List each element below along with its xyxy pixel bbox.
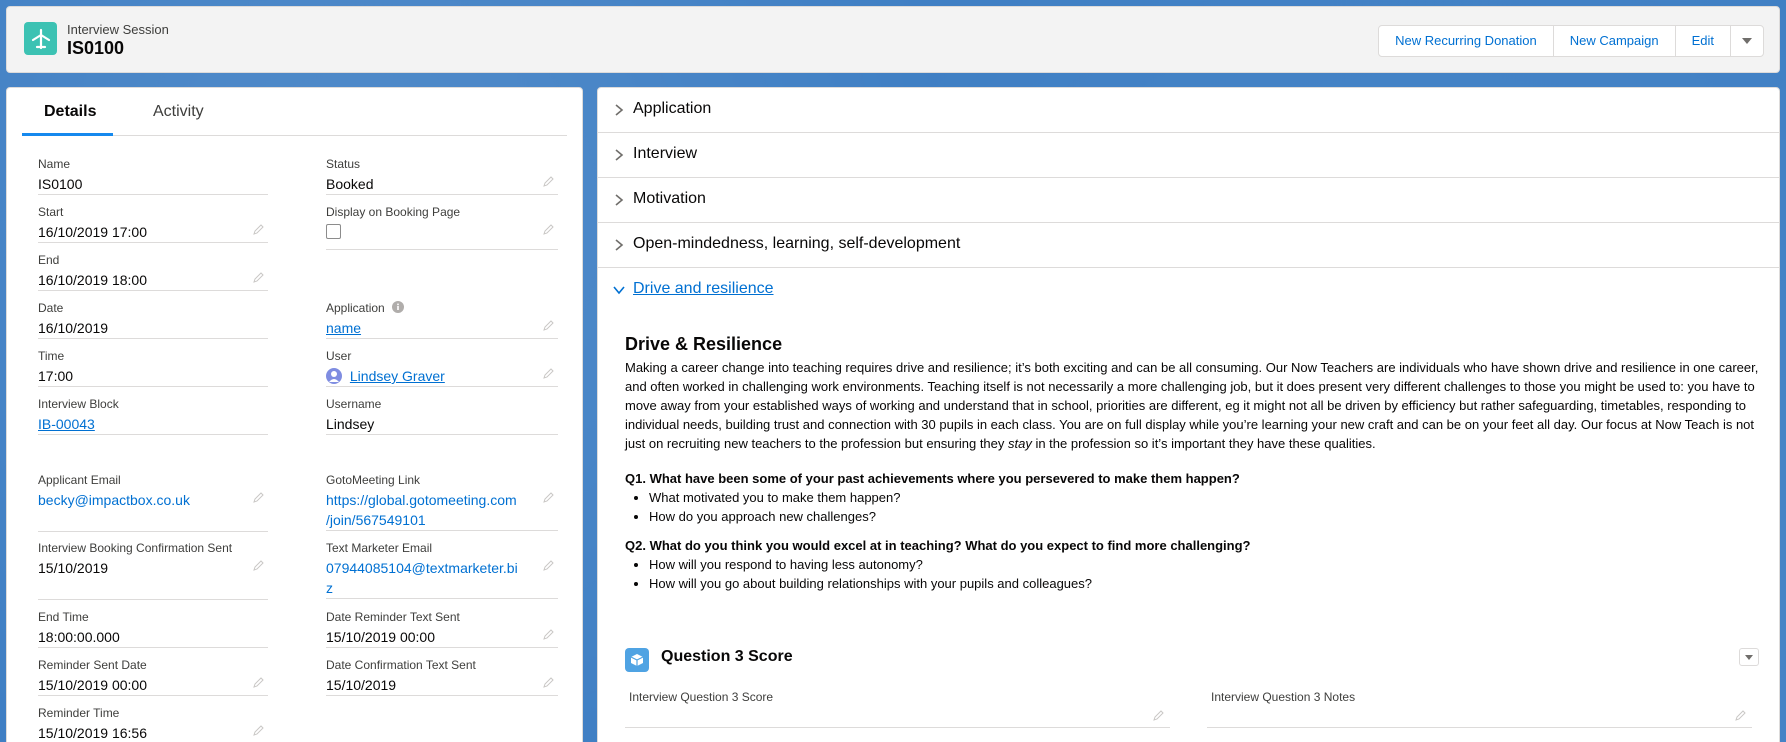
new-recurring-donation-button[interactable]: New Recurring Donation bbox=[1379, 26, 1554, 56]
more-actions-button[interactable] bbox=[1731, 26, 1763, 56]
field-date-reminder-text-sent: Date Reminder Text Sent 15/10/2019 00:00 bbox=[326, 609, 558, 648]
record-header bbox=[6, 6, 1780, 73]
field-booking-confirmation: Interview Booking Confirmation Sent 15/10/2019 bbox=[38, 540, 268, 600]
gotomeeting-link[interactable]: https://global.gotomeeting.com /join/567549101 bbox=[326, 490, 558, 531]
field-interview-block: Interview Block IB-00043 bbox=[38, 396, 268, 435]
field-reminder-time: Reminder Time 15/10/2019 16:56 bbox=[38, 705, 268, 742]
sections-panel bbox=[597, 87, 1780, 742]
tab-activity[interactable]: Activity bbox=[153, 103, 204, 120]
tab-details[interactable]: Details bbox=[44, 103, 97, 120]
question-1: Q1. What have been some of your past achievements where you persevered to make them happen? bbox=[625, 471, 1240, 486]
field-user: User Lindsey Graver bbox=[326, 348, 558, 387]
question-score-icon bbox=[625, 648, 649, 672]
user-avatar-icon bbox=[326, 368, 342, 384]
field-question-3-score: Interview Question 3 Score bbox=[625, 690, 1170, 728]
chevron-down-icon bbox=[612, 283, 626, 297]
action-button-group bbox=[1378, 25, 1764, 57]
field-application: Application name bbox=[326, 300, 558, 339]
chevron-right-icon bbox=[612, 238, 626, 252]
edit-pencil-icon[interactable] bbox=[542, 368, 554, 380]
drive-heading: Drive & Resilience bbox=[625, 334, 783, 354]
field-gotomeeting-link: GotoMeeting Link https://global.gotomeeting.com /join/567549101 bbox=[326, 472, 558, 531]
field-start: Start 16/10/2019 17:00 bbox=[38, 204, 268, 243]
edit-pencil-icon[interactable] bbox=[1152, 710, 1164, 722]
list-item: • What motivated you to make them happen? bbox=[649, 488, 1760, 507]
edit-pencil-icon[interactable] bbox=[252, 725, 264, 737]
question-3-menu-button[interactable] bbox=[1739, 648, 1759, 666]
edit-pencil-icon[interactable] bbox=[1734, 710, 1746, 722]
question-3-score-title: Question 3 Score bbox=[661, 648, 793, 665]
field-username: Username Lindsey bbox=[326, 396, 558, 435]
edit-pencil-icon[interactable] bbox=[252, 677, 264, 689]
interview-block-link[interactable]: IB-00043 bbox=[38, 414, 268, 435]
chevron-right-icon bbox=[612, 193, 626, 207]
interview-session-icon bbox=[24, 22, 57, 55]
field-text-marketer-email: Text Marketer Email 07944085104@textmarketer.bi z bbox=[326, 540, 558, 599]
edit-pencil-icon[interactable] bbox=[252, 272, 264, 284]
question-2-bullets bbox=[649, 555, 1760, 593]
info-icon[interactable] bbox=[392, 301, 404, 313]
edit-pencil-icon[interactable] bbox=[542, 320, 554, 332]
chevron-down-icon bbox=[1741, 37, 1753, 45]
edit-button[interactable]: Edit bbox=[1676, 26, 1731, 56]
edit-pencil-icon[interactable] bbox=[542, 176, 554, 188]
record-title: IS0100 bbox=[67, 38, 125, 58]
details-panel bbox=[6, 87, 583, 742]
tab-bar bbox=[22, 88, 567, 136]
field-question-3-notes: Interview Question 3 Notes bbox=[1207, 690, 1752, 728]
field-end-time: End Time 18:00:00.000 bbox=[38, 609, 268, 648]
chevron-down-icon bbox=[1744, 654, 1754, 661]
user-link[interactable]: Lindsey Graver bbox=[349, 368, 445, 384]
application-link[interactable]: name bbox=[326, 318, 558, 339]
new-campaign-button[interactable]: New Campaign bbox=[1554, 26, 1676, 56]
field-reminder-sent-date: Reminder Sent Date 15/10/2019 00:00 bbox=[38, 657, 268, 696]
field-status: Status Booked bbox=[326, 156, 558, 195]
list-item: • How will you respond to having less autonomy? bbox=[649, 555, 1760, 574]
display-on-booking-checkbox[interactable] bbox=[326, 224, 341, 239]
edit-pencil-icon[interactable] bbox=[542, 560, 554, 572]
section-drive-and-resilience[interactable]: Drive and resilience bbox=[598, 268, 1780, 313]
edit-pencil-icon[interactable] bbox=[542, 629, 554, 641]
edit-pencil-icon[interactable] bbox=[252, 492, 264, 504]
section-motivation[interactable]: Motivation bbox=[598, 178, 1780, 223]
question-1-bullets bbox=[649, 488, 1760, 526]
edit-pencil-icon[interactable] bbox=[252, 224, 264, 236]
chevron-right-icon bbox=[612, 148, 626, 162]
field-date-confirmation-text-sent: Date Confirmation Text Sent 15/10/2019 bbox=[326, 657, 558, 696]
text-marketer-email-link[interactable]: 07944085104@textmarketer.bi z bbox=[326, 558, 558, 599]
section-interview[interactable]: Interview bbox=[598, 133, 1780, 178]
section-open-mindedness[interactable]: Open-mindedness, learning, self-development bbox=[598, 223, 1780, 268]
edit-pencil-icon[interactable] bbox=[542, 492, 554, 504]
drive-resilience-content bbox=[625, 332, 1760, 593]
field-display-on-booking-page: Display on Booking Page bbox=[326, 204, 558, 250]
edit-pencil-icon[interactable] bbox=[252, 560, 264, 572]
edit-pencil-icon[interactable] bbox=[542, 677, 554, 689]
drive-description: Making a career change into teaching requires drive and resilience; it’s both exciting and can be all consuming. Our Now Teachers are individuals who have shown drive and resilience in one career, and often worked in challenging work environments. Teaching itself is not necessarily a more challenging job, but it does present very different challenges to those you might be used to: you have to move away from your established ways of working and understand that in school, priorities are different, eg it might not all be driven by efficiency but rather safeguarding, timetables, responding to individual needs, building trust and connection with 30 pupils in each class. You are on full display while you’re learning your new craft and can be on your feet all day. Our focus at Now Teach is not just on recruiting new teachers to the profession but ensuring they stay in the profession so it’s important they have these qualities. bbox=[625, 360, 1759, 451]
object-label: Interview Session bbox=[67, 22, 169, 37]
question-2: Q2. What do you think you would excel at in teaching? What do you expect to find more challenging? bbox=[625, 538, 1251, 553]
field-end: End 16/10/2019 18:00 bbox=[38, 252, 268, 291]
section-application[interactable]: Application bbox=[598, 88, 1780, 133]
field-date: Date 16/10/2019 bbox=[38, 300, 268, 339]
list-item: • How will you go about building relationships with your pupils and colleagues? bbox=[649, 574, 1760, 593]
field-name: Name IS0100 bbox=[38, 156, 268, 195]
chevron-right-icon bbox=[612, 103, 626, 117]
list-item: • How do you approach new challenges? bbox=[649, 507, 1760, 526]
field-time: Time 17:00 bbox=[38, 348, 268, 387]
field-applicant-email: Applicant Email becky@impactbox.co.uk bbox=[38, 472, 268, 532]
edit-pencil-icon[interactable] bbox=[542, 224, 554, 236]
applicant-email-link[interactable]: becky@impactbox.co.uk bbox=[38, 490, 268, 532]
active-tab-indicator bbox=[22, 133, 113, 136]
